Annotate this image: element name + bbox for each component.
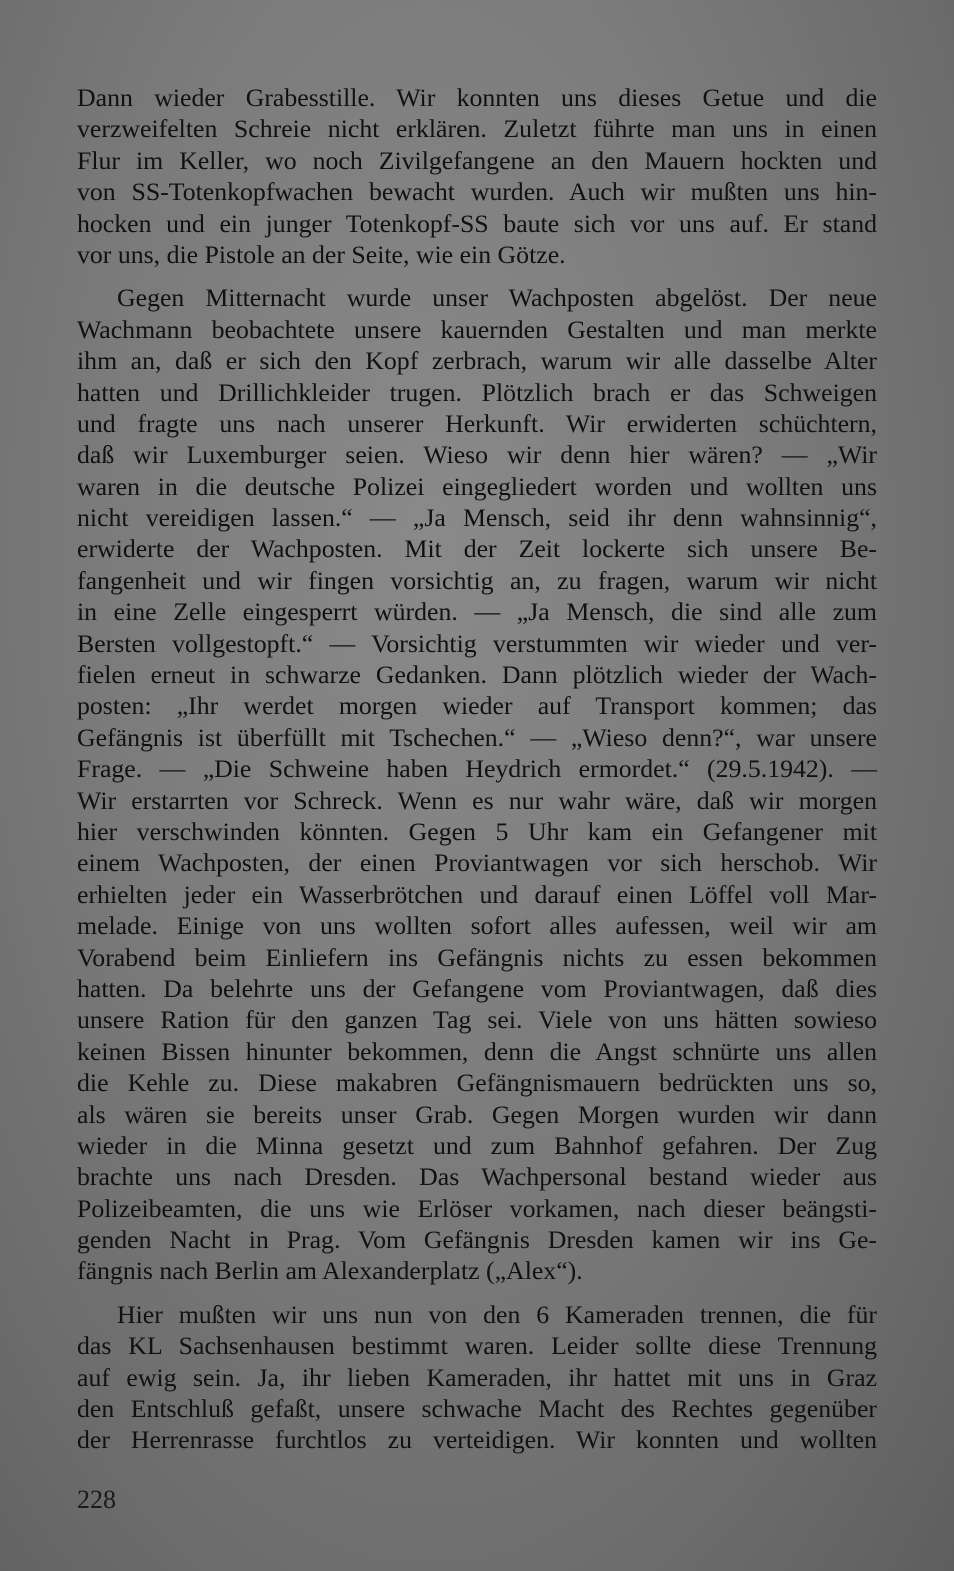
text-line: in eine Zelle eingesperrt würden. — „Ja Mensch, die sind alle zum [77,597,877,627]
text-line: hier verschwinden könnten. Gegen 5 Uhr kam ein Gefangener mit [77,816,877,846]
text-line: Wachmann beobachtete unsere kauernden Gestalten und man merkte [77,314,877,344]
text-line: Vorabend beim Einliefern ins Gefängnis nichts zu essen bekommen [77,942,877,972]
text-line: Bersten vollgestopft.“ — Vorsichtig verstummten wir wieder und ver- [77,628,877,658]
text-line: und fragte uns nach unserer Herkunft. Wir erwiderten schüchtern, [77,408,877,438]
text-line: fangenheit und wir fingen vorsichtig an, zu fragen, warum wir nicht [77,565,877,595]
text-line: ihm an, daß er sich den Kopf zerbrach, warum wir alle dasselbe Alter [77,346,877,376]
text-line: Dann wieder Grabesstille. Wir konnten uns dieses Getue und die [77,83,877,112]
text-line: unsere Ration für den ganzen Tag sei. Viele von uns hätten sowieso [77,1005,877,1035]
text-line: Polizeibeamten, die uns wie Erlöser vorkamen, nach dieser beängsti- [77,1193,877,1223]
text-line: Gefängnis ist überfüllt mit Tschechen.“ — „Wieso denn?“, war unsere [77,722,877,752]
text-line: die Kehle zu. Diese makabren Gefängnismauern bedrückten uns so, [77,1068,877,1098]
text-line: posten: „Ihr werdet morgen wieder auf Transport kommen; das [77,691,877,721]
paragraph-gap [77,270,877,282]
text-line: Wir erstarrten vor Schreck. Wenn es nur wahr wäre, daß wir morgen [77,785,877,815]
text-line: der Herrenrasse furchtlos zu verteidigen. Wir konnten und wollten [77,1425,877,1455]
text-line: hatten. Da belehrte uns der Gefangene vom Proviantwagen, daß dies [77,973,877,1003]
text-line: fielen erneut in schwarze Gedanken. Dann plötzlich wieder der Wach- [77,660,877,690]
paragraph [77,282,877,1287]
text-line: keinen Bissen hinunter bekommen, denn die Angst schnürte uns allen [77,1036,877,1066]
text-line: hocken und ein junger Totenkopf-SS baute sich vor uns auf. Er stand [77,208,877,238]
text-line: von SS-Totenkopfwachen bewacht wurden. Auch wir mußten uns hin- [77,177,877,207]
text-line: erwiderte der Wachposten. Mit der Zeit lockerte sich unsere Be- [77,534,877,564]
text-line: Flur im Keller, wo noch Zivilgefangene an den Mauern hockten und [77,145,877,175]
text-line: daß wir Luxemburger seien. Wieso wir denn hier wären? — „Wir [77,440,877,470]
text-line: auf ewig sein. Ja, ihr lieben Kameraden, ihr hattet mit uns in Graz [77,1362,877,1392]
text-line: den Entschluß gefaßt, unsere schwache Macht des Rechtes gegenüber [77,1394,877,1424]
page-number: 228 [77,1485,116,1514]
text-line: genden Nacht in Prag. Vom Gefängnis Dresden kamen wir ins Ge- [77,1225,877,1255]
paragraph-gap [77,1287,877,1299]
text-line: fängnis nach Berlin am Alexanderplatz („Alex“). [77,1256,583,1286]
text-line: das KL Sachsenhausen bestimmt waren. Leider sollte diese Trennung [77,1331,877,1361]
text-line: wieder in die Minna gesetzt und zum Bahnhof gefahren. Der Zug [77,1130,877,1160]
body-text [77,82,877,1456]
paragraph [77,82,877,270]
text-line: Gegen Mitternacht wurde unser Wachposten abgelöst. Der neue [117,283,877,313]
paragraph [77,1299,877,1456]
text-line: einem Wachposten, der einen Proviantwagen vor sich herschob. Wir [77,848,877,878]
text-line: verzweifelten Schreie nicht erklären. Zuletzt führte man uns in einen [77,114,877,144]
text-line: brachte uns nach Dresden. Das Wachpersonal bestand wieder aus [77,1162,877,1192]
text-line: Frage. — „Die Schweine haben Heydrich ermordet.“ (29.5.1942). — [77,754,877,784]
text-line: waren in die deutsche Polizei eingegliedert worden und wollten uns [77,471,877,501]
text-line: melade. Einige von uns wollten sofort alles aufessen, weil wir am [77,911,877,941]
text-line: Hier mußten wir uns nun von den 6 Kameraden trennen, die für [117,1299,877,1329]
text-line: erhielten jeder ein Wasserbrötchen und darauf einen Löffel voll Mar- [77,879,877,909]
text-line: hatten und Drillichkleider trugen. Plötzlich brach er das Schweigen [77,377,877,407]
text-line: als wären sie bereits unser Grab. Gegen Morgen wurden wir dann [77,1099,877,1129]
text-line: nicht vereidigen lassen.“ — „Ja Mensch, seid ihr denn wahnsinnig“, [77,503,877,533]
text-line: vor uns, die Pistole an der Seite, wie ein Götze. [77,239,566,269]
